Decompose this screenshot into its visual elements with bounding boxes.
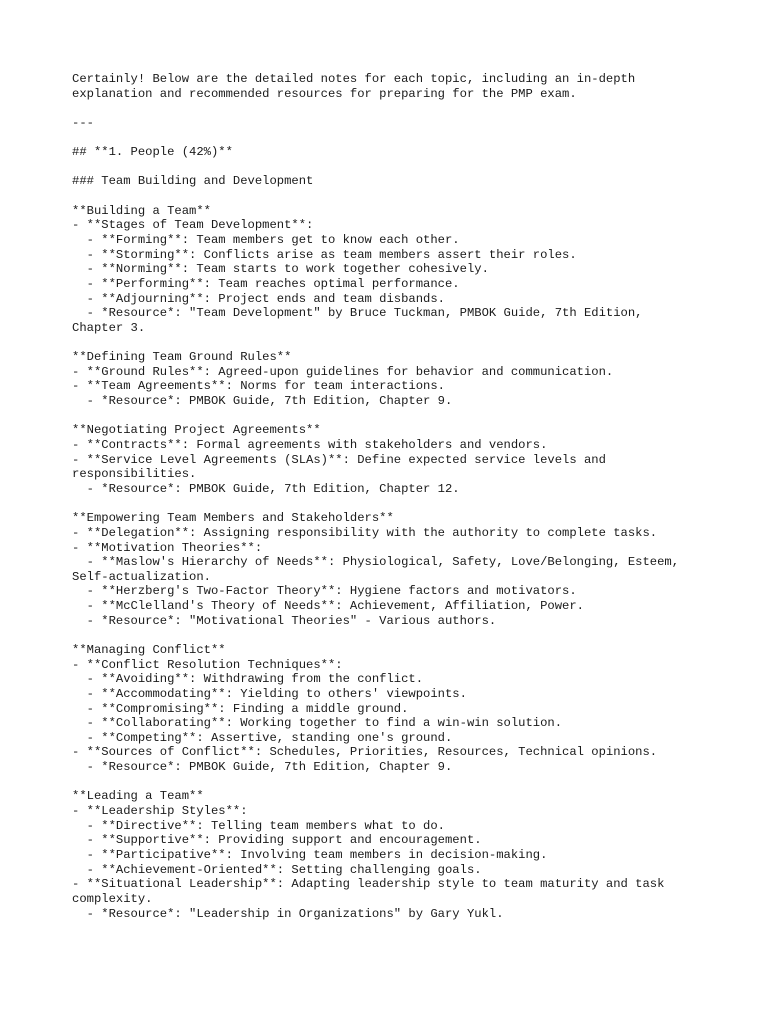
list-item: - **Conflict Resolution Techniques**:	[72, 657, 343, 672]
list-item: - **Accommodating**: Yielding to others' viewpoints.	[72, 686, 467, 701]
intro-line-2: explanation and recommended resources for preparing for the PMP exam.	[72, 86, 577, 101]
list-item-continued: responsibilities.	[72, 467, 197, 482]
list-item: - **Herzberg's Two-Factor Theory**: Hygiene factors and motivators.	[72, 584, 577, 599]
document-page	[72, 72, 712, 921]
list-item: - **McClelland's Theory of Needs**: Achievement, Affiliation, Power.	[72, 599, 584, 614]
blank-line	[72, 775, 712, 790]
blank-line	[72, 160, 712, 175]
list-item: - **Norming**: Team starts to work together cohesively.	[72, 262, 489, 277]
topic-heading: **Leading a Team**	[72, 789, 204, 804]
resource-line: - *Resource*: "Motivational Theories" - Various authors.	[72, 613, 497, 628]
blank-line	[72, 101, 712, 116]
list-item: - **Situational Leadership**: Adapting leadership style to team maturity and task	[72, 877, 665, 892]
subsection-heading: ### Team Building and Development	[72, 174, 314, 189]
list-item: - **Performing**: Team reaches optimal performance.	[72, 276, 460, 291]
blank-line	[72, 131, 712, 146]
list-item: - **Stages of Team Development**:	[72, 218, 314, 233]
list-item: - **Adjourning**: Project ends and team disbands.	[72, 291, 445, 306]
list-item: - **Contracts**: Formal agreements with stakeholders and vendors.	[72, 438, 548, 453]
blank-line	[72, 189, 712, 204]
resource-line: - *Resource*: PMBOK Guide, 7th Edition, Chapter 9.	[72, 394, 453, 409]
list-item: - **Avoiding**: Withdrawing from the conflict.	[72, 672, 424, 687]
list-item: - **Sources of Conflict**: Schedules, Priorities, Resources, Technical opinions.	[72, 745, 658, 760]
topic-heading: **Building a Team**	[72, 203, 211, 218]
blank-line	[72, 409, 712, 424]
list-item: - **Motivation Theories**:	[72, 540, 263, 555]
section-heading: ## **1. People (42%)**	[72, 145, 233, 160]
list-item: - **Forming**: Team members get to know each other.	[72, 233, 460, 248]
resource-line: - *Resource*: PMBOK Guide, 7th Edition, Chapter 12.	[72, 481, 460, 496]
list-item: - **Team Agreements**: Norms for team interactions.	[72, 379, 445, 394]
resource-line: - *Resource*: PMBOK Guide, 7th Edition, Chapter 9.	[72, 760, 453, 775]
horizontal-rule: ---	[72, 115, 94, 130]
blank-line	[72, 628, 712, 643]
list-item: - **Achievement-Oriented**: Setting challenging goals.	[72, 862, 482, 877]
list-item: - **Directive**: Telling team members what to do.	[72, 818, 445, 833]
blank-line	[72, 336, 712, 351]
resource-line-continued: Chapter 3.	[72, 320, 146, 335]
topic-heading: **Empowering Team Members and Stakeholders**	[72, 511, 394, 526]
list-item-continued: complexity.	[72, 891, 153, 906]
topic-heading: **Managing Conflict**	[72, 642, 226, 657]
topic-heading: **Negotiating Project Agreements**	[72, 423, 321, 438]
list-item: - **Maslow's Hierarchy of Needs**: Physiological, Safety, Love/Belonging, Esteem,	[72, 555, 680, 570]
blank-line	[72, 497, 712, 512]
intro-line-1: Certainly! Below are the detailed notes for each topic, including an in-depth	[72, 72, 636, 86]
resource-line: - *Resource*: "Team Development" by Bruce Tuckman, PMBOK Guide, 7th Edition,	[72, 306, 643, 321]
list-item: - **Compromising**: Finding a middle ground.	[72, 701, 409, 716]
list-item: - **Participative**: Involving team members in decision-making.	[72, 847, 548, 862]
list-item-continued: Self-actualization.	[72, 569, 211, 584]
list-item: - **Collaborating**: Working together to find a win-win solution.	[72, 716, 563, 731]
resource-line: - *Resource*: "Leadership in Organizations" by Gary Yukl.	[72, 906, 504, 921]
list-item: - **Leadership Styles**:	[72, 804, 248, 819]
list-item: - **Ground Rules**: Agreed-upon guidelines for behavior and communication.	[72, 364, 614, 379]
list-item: - **Storming**: Conflicts arise as team members assert their roles.	[72, 247, 577, 262]
list-item: - **Supportive**: Providing support and encouragement.	[72, 833, 482, 848]
list-item: - **Competing**: Assertive, standing one's ground.	[72, 730, 453, 745]
list-item: - **Service Level Agreements (SLAs)**: Define expected service levels and	[72, 452, 606, 467]
list-item: - **Delegation**: Assigning responsibility with the authority to complete tasks.	[72, 525, 658, 540]
topic-heading: **Defining Team Ground Rules**	[72, 350, 292, 365]
